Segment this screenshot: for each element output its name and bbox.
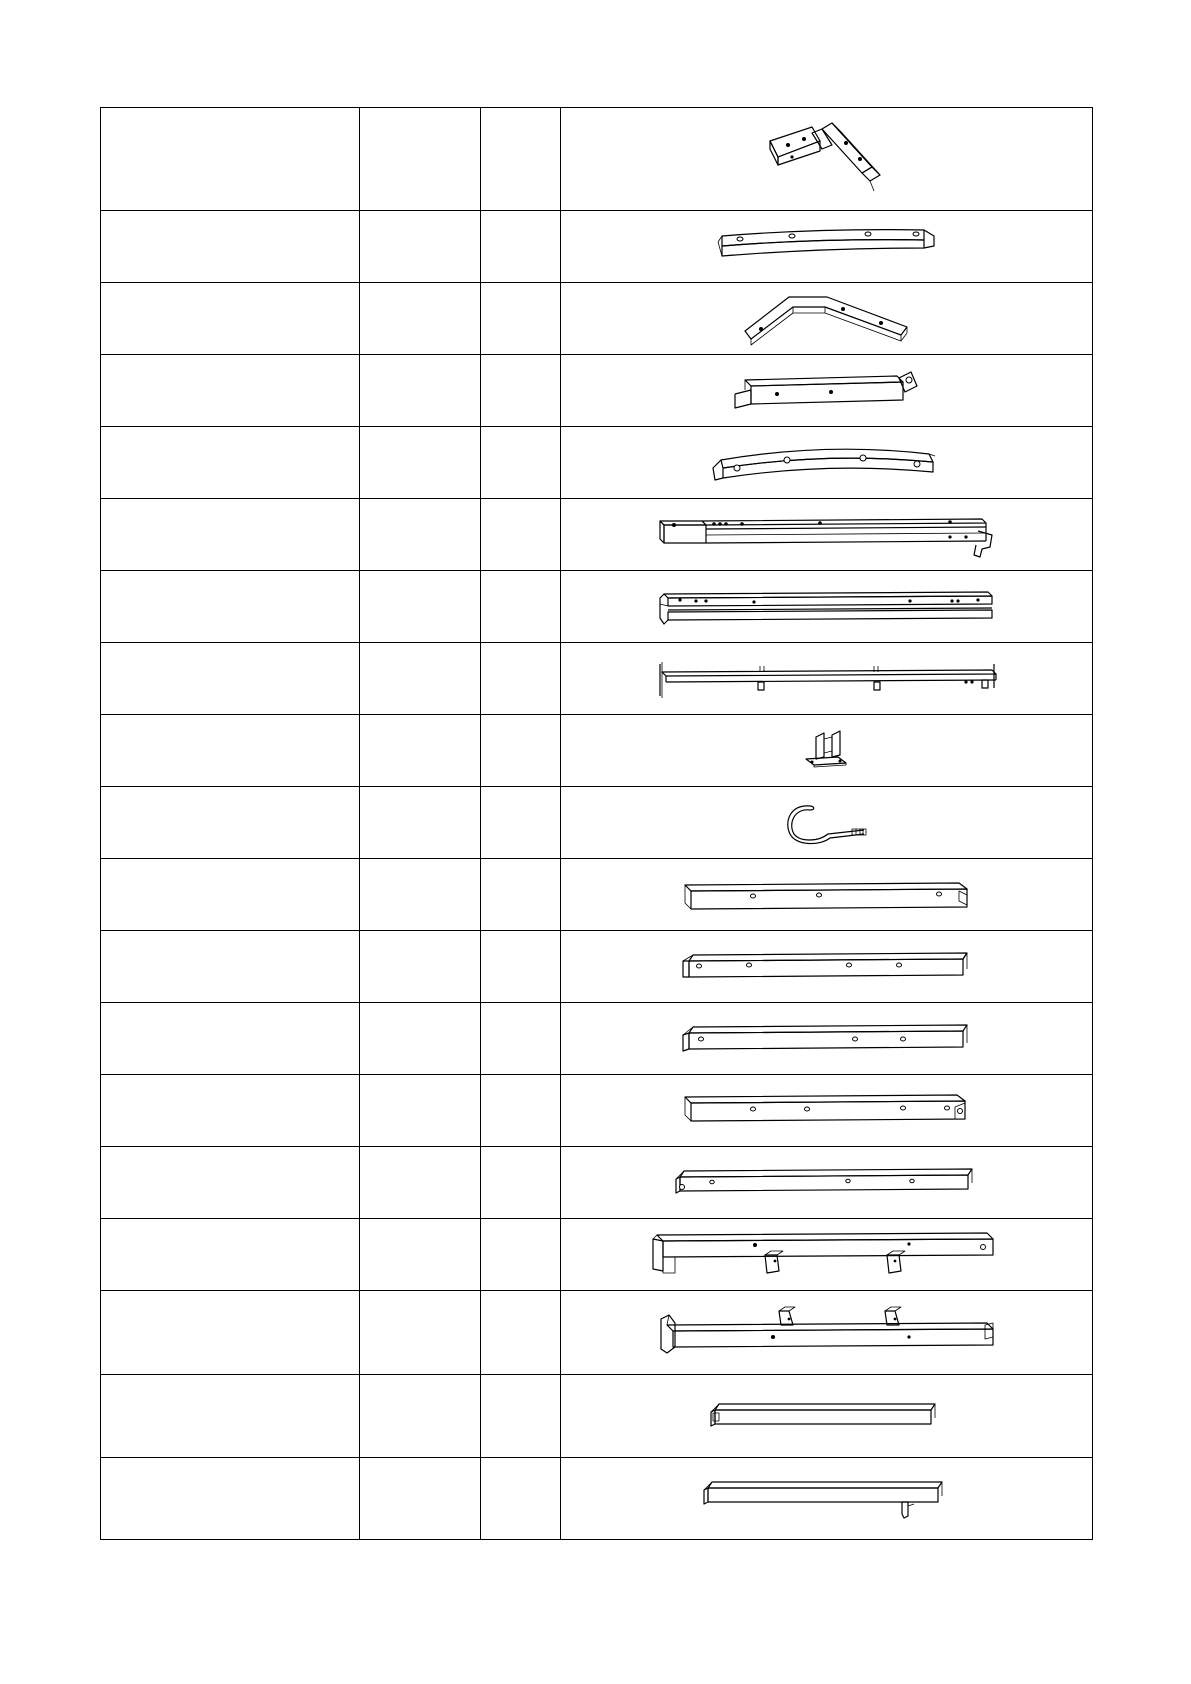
table-row bbox=[101, 1291, 1093, 1375]
short-square-tube-icon bbox=[707, 1398, 947, 1434]
square-tube-b-icon bbox=[677, 945, 977, 989]
table-row bbox=[101, 643, 1093, 715]
part-qty-cell bbox=[481, 1291, 561, 1375]
part-code-cell bbox=[360, 355, 481, 427]
part-drawing-cell bbox=[561, 1375, 1093, 1458]
part-drawing-cell bbox=[561, 355, 1093, 427]
part-name-cell bbox=[101, 1003, 360, 1075]
part-code-cell bbox=[360, 1458, 481, 1540]
part-drawing-cell bbox=[561, 1075, 1093, 1147]
part-code-cell bbox=[360, 931, 481, 1003]
part-name-cell bbox=[101, 283, 360, 355]
table-row bbox=[101, 1075, 1093, 1147]
part-drawing-cell bbox=[561, 427, 1093, 499]
table-row bbox=[101, 108, 1093, 211]
table-row bbox=[101, 1219, 1093, 1291]
part-qty-cell bbox=[481, 1075, 561, 1147]
part-code-cell bbox=[360, 643, 481, 715]
part-qty-cell bbox=[481, 283, 561, 355]
square-tube-d-icon bbox=[677, 1089, 977, 1133]
part-name-cell bbox=[101, 859, 360, 931]
part-code-cell bbox=[360, 715, 481, 787]
part-qty-cell bbox=[481, 427, 561, 499]
tube-with-sleeves-a-icon bbox=[647, 1227, 1007, 1283]
part-qty-cell bbox=[481, 499, 561, 571]
table-row bbox=[101, 355, 1093, 427]
part-name-cell bbox=[101, 787, 360, 859]
part-drawing-cell bbox=[561, 931, 1093, 1003]
part-qty-cell bbox=[481, 1458, 561, 1540]
part-qty-cell bbox=[481, 643, 561, 715]
part-qty-cell bbox=[481, 1219, 561, 1291]
table-row bbox=[101, 859, 1093, 931]
part-name-cell bbox=[101, 1458, 360, 1540]
part-name-cell bbox=[101, 211, 360, 283]
part-name-cell bbox=[101, 108, 360, 211]
part-code-cell bbox=[360, 1147, 481, 1219]
part-code-cell bbox=[360, 1003, 481, 1075]
table-row bbox=[101, 427, 1093, 499]
part-drawing-cell bbox=[561, 787, 1093, 859]
part-qty-cell bbox=[481, 1003, 561, 1075]
part-code-cell bbox=[360, 1219, 481, 1291]
long-tube-with-socket-icon bbox=[652, 507, 1002, 563]
part-code-cell bbox=[360, 1075, 481, 1147]
part-drawing-cell bbox=[561, 859, 1093, 931]
part-name-cell bbox=[101, 715, 360, 787]
part-code-cell bbox=[360, 427, 481, 499]
part-drawing-cell bbox=[561, 499, 1093, 571]
part-drawing-cell bbox=[561, 1147, 1093, 1219]
angled-corner-frame-icon bbox=[737, 289, 917, 349]
part-name-cell bbox=[101, 1147, 360, 1219]
part-name-cell bbox=[101, 499, 360, 571]
part-code-cell bbox=[360, 1375, 481, 1458]
parts-table bbox=[100, 107, 1093, 1540]
table-row bbox=[101, 1003, 1093, 1075]
table-row bbox=[101, 211, 1093, 283]
part-code-cell bbox=[360, 283, 481, 355]
square-tube-a-icon bbox=[677, 873, 977, 917]
corner-bracket-pair-icon bbox=[762, 119, 892, 199]
table-row bbox=[101, 1375, 1093, 1458]
part-code-cell bbox=[360, 859, 481, 931]
part-qty-cell bbox=[481, 787, 561, 859]
rail-with-clips-icon bbox=[652, 654, 1002, 704]
curved-channel-short-icon bbox=[712, 222, 942, 272]
table-row bbox=[101, 499, 1093, 571]
part-name-cell bbox=[101, 1375, 360, 1458]
table-row bbox=[101, 787, 1093, 859]
table-row bbox=[101, 931, 1093, 1003]
part-name-cell bbox=[101, 1291, 360, 1375]
part-qty-cell bbox=[481, 355, 561, 427]
post-base-bracket-icon bbox=[802, 729, 852, 773]
part-qty-cell bbox=[481, 211, 561, 283]
part-drawing-cell bbox=[561, 1458, 1093, 1540]
part-name-cell bbox=[101, 1219, 360, 1291]
part-drawing-cell bbox=[561, 571, 1093, 643]
channel-with-end-plate-icon bbox=[727, 368, 927, 414]
part-qty-cell bbox=[481, 108, 561, 211]
part-drawing-cell bbox=[561, 1219, 1093, 1291]
part-code-cell bbox=[360, 1291, 481, 1375]
part-drawing-cell bbox=[561, 715, 1093, 787]
square-tube-e-icon bbox=[672, 1163, 982, 1203]
part-name-cell bbox=[101, 1075, 360, 1147]
part-code-cell bbox=[360, 108, 481, 211]
curved-channel-long-icon bbox=[707, 438, 947, 488]
part-qty-cell bbox=[481, 715, 561, 787]
short-tube-with-tab-icon bbox=[702, 1476, 952, 1522]
table-row bbox=[101, 715, 1093, 787]
part-drawing-cell bbox=[561, 643, 1093, 715]
part-name-cell bbox=[101, 427, 360, 499]
part-drawing-cell bbox=[561, 1291, 1093, 1375]
tube-with-sleeves-b-icon bbox=[647, 1303, 1007, 1363]
long-u-channel-icon bbox=[652, 582, 1002, 632]
part-qty-cell bbox=[481, 931, 561, 1003]
table-row bbox=[101, 1458, 1093, 1540]
part-qty-cell bbox=[481, 571, 561, 643]
part-drawing-cell bbox=[561, 211, 1093, 283]
part-drawing-cell bbox=[561, 108, 1093, 211]
part-qty-cell bbox=[481, 1147, 561, 1219]
part-qty-cell bbox=[481, 1375, 561, 1458]
part-drawing-cell bbox=[561, 1003, 1093, 1075]
square-tube-c-icon bbox=[677, 1017, 977, 1061]
part-drawing-cell bbox=[561, 283, 1093, 355]
part-name-cell bbox=[101, 931, 360, 1003]
part-name-cell bbox=[101, 643, 360, 715]
part-code-cell bbox=[360, 787, 481, 859]
part-code-cell bbox=[360, 571, 481, 643]
part-name-cell bbox=[101, 571, 360, 643]
table-row bbox=[101, 283, 1093, 355]
table-row bbox=[101, 1147, 1093, 1219]
table-row bbox=[101, 571, 1093, 643]
part-qty-cell bbox=[481, 859, 561, 931]
j-hook-bolt-icon bbox=[772, 796, 882, 850]
part-code-cell bbox=[360, 211, 481, 283]
part-name-cell bbox=[101, 355, 360, 427]
part-code-cell bbox=[360, 499, 481, 571]
